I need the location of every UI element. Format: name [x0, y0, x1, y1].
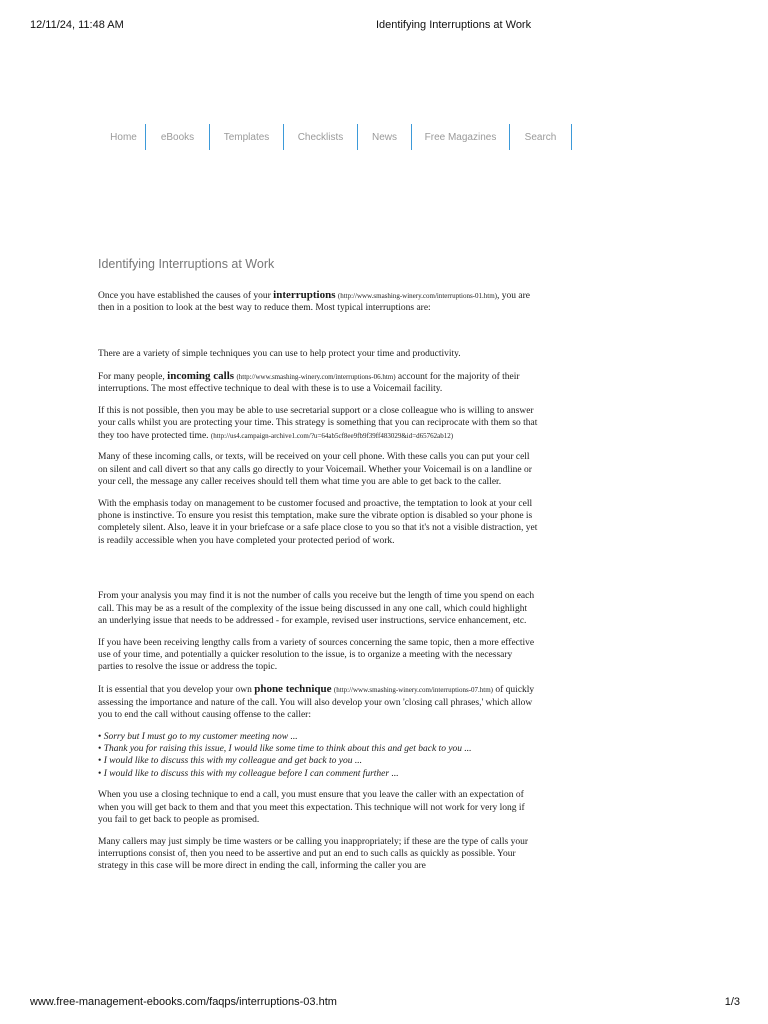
main-nav [102, 124, 572, 150]
paragraph-lengthy-calls: If you have been receiving lengthy calls from a variety of sources concerning the same topic, then a more effective use of your time, and potentially a quicker resolution to the issue, is to organize a meeting with the necessary parties to resolve the issue or address the topic. [98, 637, 535, 673]
spacer [98, 556, 538, 590]
nav-home[interactable]: Home [102, 124, 146, 150]
nav-search[interactable]: Search [510, 124, 572, 150]
spacer [98, 324, 538, 348]
nav-ebooks[interactable]: eBooks [146, 124, 210, 150]
closing-phrases-list [98, 731, 538, 780]
paragraph-time-wasters: Many callers may just simply be time wasters or be calling you inappropriately; if these are the type of calls your interruptions consist of, then you need to be assertive and put an end to such calls as quickly as possible. Your strategy in this case will be more direct in ending the call, informing the caller you are [98, 836, 529, 872]
p4-text: If this is not possible, then you may be able to use secretarial support or a close colleague who is willing to answer your calls whilst you are protecting your time. This strategy is something that you can reciprocate with them so that they too have protected time. [98, 405, 538, 441]
p9-text-before: It is essential that you develop your own [98, 685, 255, 696]
article-title: Identifying Interruptions at Work [98, 257, 275, 271]
nav-templates[interactable]: Templates [210, 124, 284, 150]
list-item: • I would like to discuss this with my colleague and get back to you ... [98, 755, 538, 767]
print-page-number: 1/3 [724, 996, 740, 1008]
p1-text-after: , you are then in a position to look at the best way to reduce them. Most typical interruptions are: [98, 291, 530, 314]
paragraph-secretarial [98, 405, 538, 442]
url-campaign-archive[interactable]: (http://us4.campaign-archive1.com/?u=64ab5cf8ee9fb9f39ff483029&id=d65762ab12) [210, 431, 454, 440]
nav-checklists[interactable]: Checklists [284, 124, 358, 150]
article-body [98, 289, 538, 882]
paragraph-intro [98, 289, 538, 315]
print-footer-url: www.free-management-ebooks.com/faqps/interruptions-03.htm [30, 996, 337, 1008]
paragraph-incoming-calls [98, 370, 538, 396]
link-incoming-calls[interactable]: incoming calls [167, 369, 235, 382]
nav-news[interactable]: News [358, 124, 412, 150]
link-interruptions[interactable]: interruptions [273, 289, 336, 301]
url-incoming-calls: (http://www.smashing-winery.com/interruptions-06.htm) [236, 372, 396, 381]
paragraph-closing-technique: When you use a closing technique to end a call, you must ensure that you leave the caller with an expectation of when you will get back to them and that you meet this expectation. This technique will not work for very long if you fail to get back to people as promised. [98, 790, 525, 825]
paragraph-techniques: There are a variety of simple techniques you can use to help protect your time and productivity. [98, 349, 461, 360]
paragraph-analysis: From your analysis you may find it is not the number of calls you receive but the length of time you spend on each call. This may be as a result of the complexity of the issue being discussed in any one call, which could highlight an underlying issue that needs to be addressed - for example, revised user instructions, service enhancement, etc. [98, 591, 535, 627]
url-phone-technique: (http://www.smashing-winery.com/interruptions-07.htm) [333, 686, 494, 695]
paragraph-cell-phone: Many of these incoming calls, or texts, will be received on your cell phone. With these calls you can put your cell on silent and call divert so that any calls go directly to your Voicemail. Whether your Voicemail is on a landline or your cell, the message any caller receives should tell them what time you are able to get back to the caller. [98, 452, 532, 487]
p1-text-before: Once you have established the causes of your [98, 291, 274, 301]
paragraph-phone-technique [98, 683, 538, 721]
p3-text-after: account for the majority of their interruptions. The most effective technique to deal with these is to use a Voicemail facility. [98, 371, 520, 395]
list-item: • Sorry but I must go to my customer meeting now ... [98, 731, 538, 743]
link-phone-technique[interactable]: phone technique [254, 683, 332, 696]
print-datetime: 12/11/24, 11:48 AM [30, 19, 124, 31]
paragraph-emphasis: With the emphasis today on management to be customer focused and proactive, the temptation to look at your cell phone is instinctive. To ensure you resist this temptation, make sure the vibrate option is disabled so your phone is completely silent. Also, leave it in your briefcase or a safe place close to you so that it's not a visible distraction, yet is readily accessible when you have completed your protected period of work. [98, 498, 538, 546]
p3-text-before: For many people, [98, 371, 168, 382]
print-page-title: Identifying Interruptions at Work [376, 19, 532, 31]
p9-text-after: of quickly assessing the importance and nature of the call. You will also develop your own 'closing call phrases,' which allow you to end the call without causing offense to the caller: [98, 685, 535, 720]
nav-free-magazines[interactable]: Free Magazines [412, 124, 510, 150]
list-item: • I would like to discuss this with my colleague before I can comment further ... [98, 768, 538, 780]
list-item: • Thank you for raising this issue, I would like some time to think about this and get back to you ... [98, 743, 538, 755]
url-interruptions: (http://www.smashing-winery.com/interruptions-01.htm) [337, 292, 497, 300]
